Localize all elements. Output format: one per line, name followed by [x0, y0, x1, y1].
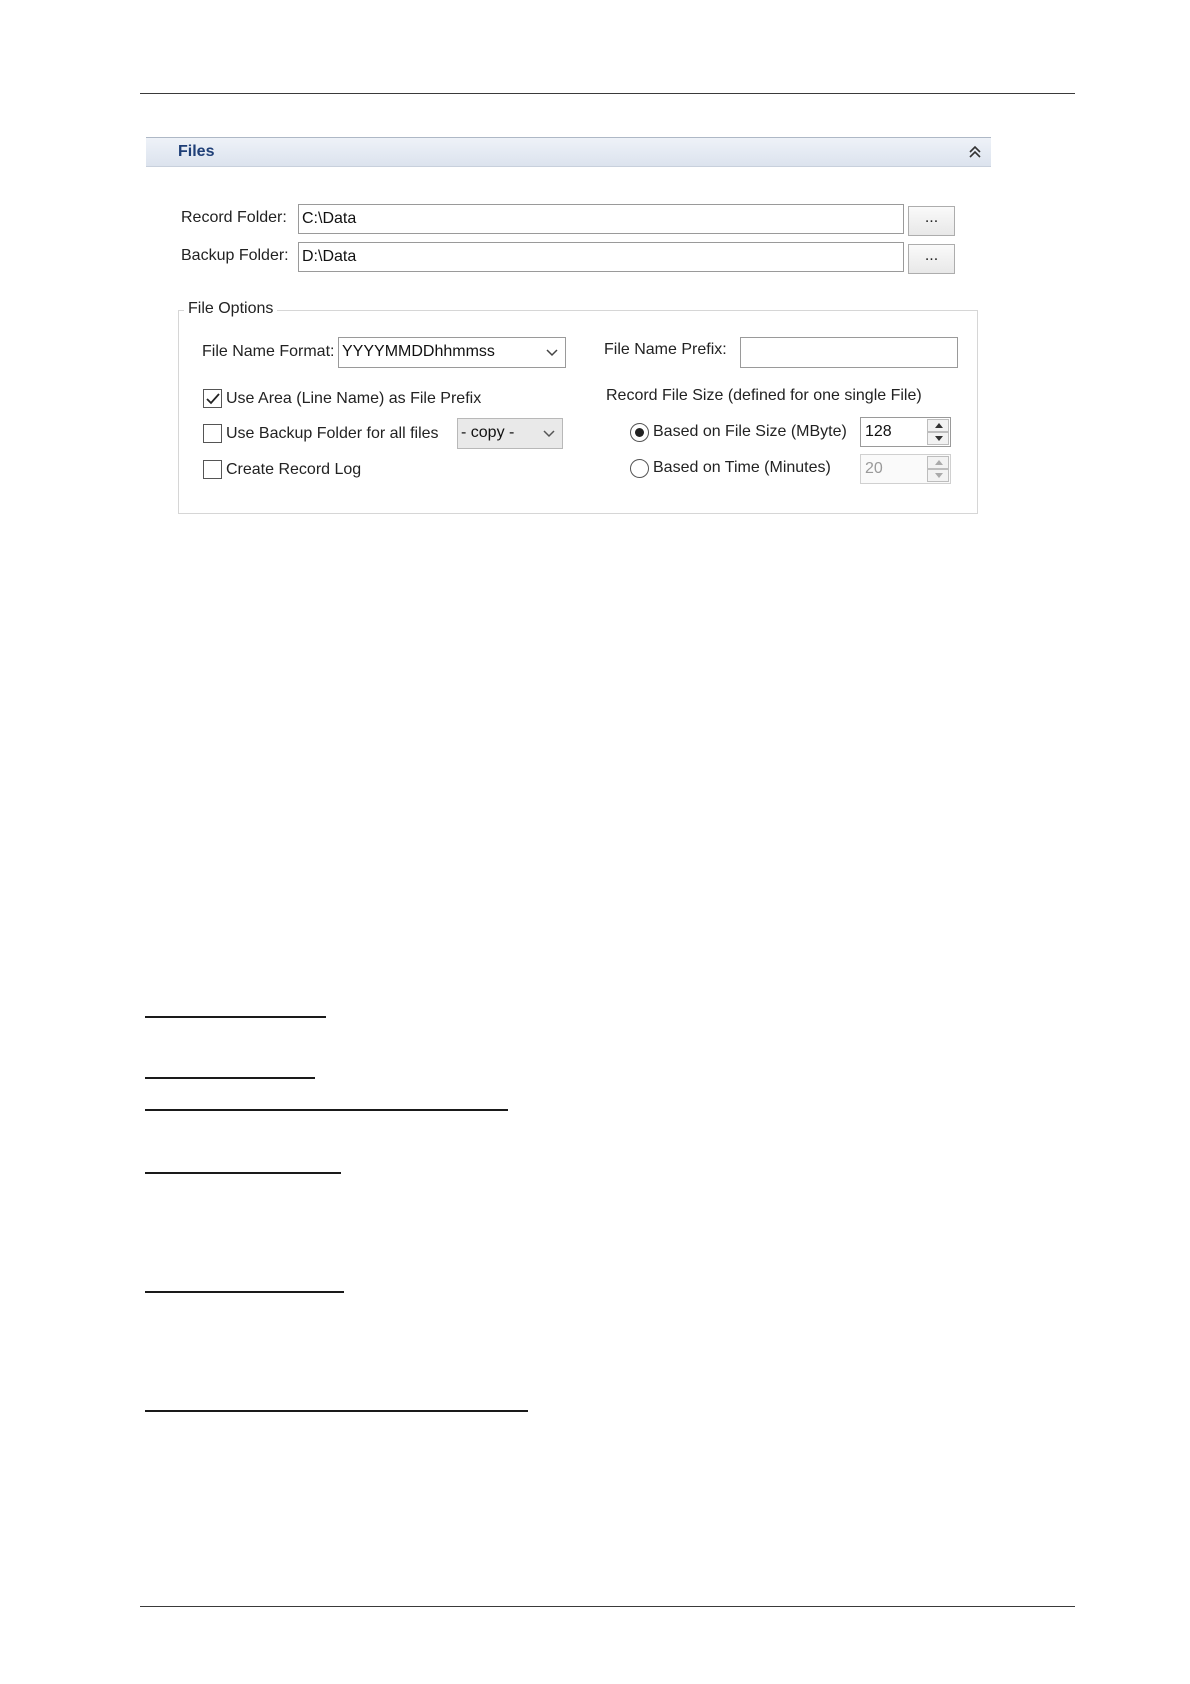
file-name-prefix-input[interactable] [740, 337, 958, 368]
file-size-value: 128 [865, 423, 892, 440]
record-file-size-label: Record File Size (defined for one single File) [606, 387, 922, 404]
files-panel-title: Files [178, 143, 215, 160]
document-underline [145, 1109, 508, 1111]
backup-mode-value: - copy - [461, 424, 515, 441]
use-backup-folder-checkbox[interactable] [203, 424, 222, 443]
files-panel-header[interactable] [146, 137, 991, 167]
file-name-prefix-label: File Name Prefix: [604, 341, 727, 358]
time-spinner[interactable] [860, 454, 951, 484]
time-value: 20 [865, 460, 883, 477]
spin-up-button[interactable] [927, 419, 949, 432]
backup-folder-input[interactable]: D:\Data [298, 242, 904, 272]
file-name-format-select[interactable] [338, 337, 566, 368]
based-on-time-label: Based on Time (Minutes) [653, 459, 831, 476]
spin-up-button[interactable] [927, 456, 949, 469]
use-backup-folder-label: Use Backup Folder for all files [226, 425, 439, 442]
page-footer-rule [140, 1606, 1075, 1607]
spin-down-button[interactable] [927, 432, 949, 445]
record-folder-label: Record Folder: [181, 209, 287, 226]
backup-folder-browse-button[interactable]: ... [908, 244, 955, 274]
file-options-legend: File Options [184, 300, 277, 318]
backup-folder-label: Backup Folder: [181, 247, 289, 264]
based-on-time-radio[interactable] [630, 459, 649, 478]
file-name-format-label: File Name Format: [202, 343, 335, 360]
check-icon [205, 391, 221, 407]
document-underline [145, 1016, 326, 1018]
use-area-prefix-label: Use Area (Line Name) as File Prefix [226, 390, 482, 407]
chevron-down-icon [542, 427, 556, 441]
file-name-format-value: YYYYMMDDhhmmss [342, 343, 495, 360]
create-record-log-label: Create Record Log [226, 461, 362, 478]
document-underline [145, 1077, 315, 1079]
document-underline [145, 1291, 344, 1293]
backup-mode-select[interactable] [457, 418, 563, 449]
use-area-prefix-checkbox[interactable] [203, 389, 222, 408]
file-size-spinner[interactable] [860, 417, 951, 447]
create-record-log-checkbox[interactable] [203, 460, 222, 479]
double-chevron-up-icon[interactable] [965, 141, 985, 163]
based-on-file-size-radio[interactable] [630, 423, 649, 442]
chevron-down-icon [545, 346, 559, 360]
document-underline [145, 1172, 341, 1174]
based-on-file-size-label: Based on File Size (MByte) [653, 423, 847, 440]
page-header-rule [140, 93, 1075, 94]
record-folder-browse-button[interactable]: ... [908, 206, 955, 236]
document-underline [145, 1410, 528, 1412]
record-folder-input[interactable]: C:\Data [298, 204, 904, 234]
spin-down-button[interactable] [927, 469, 949, 482]
